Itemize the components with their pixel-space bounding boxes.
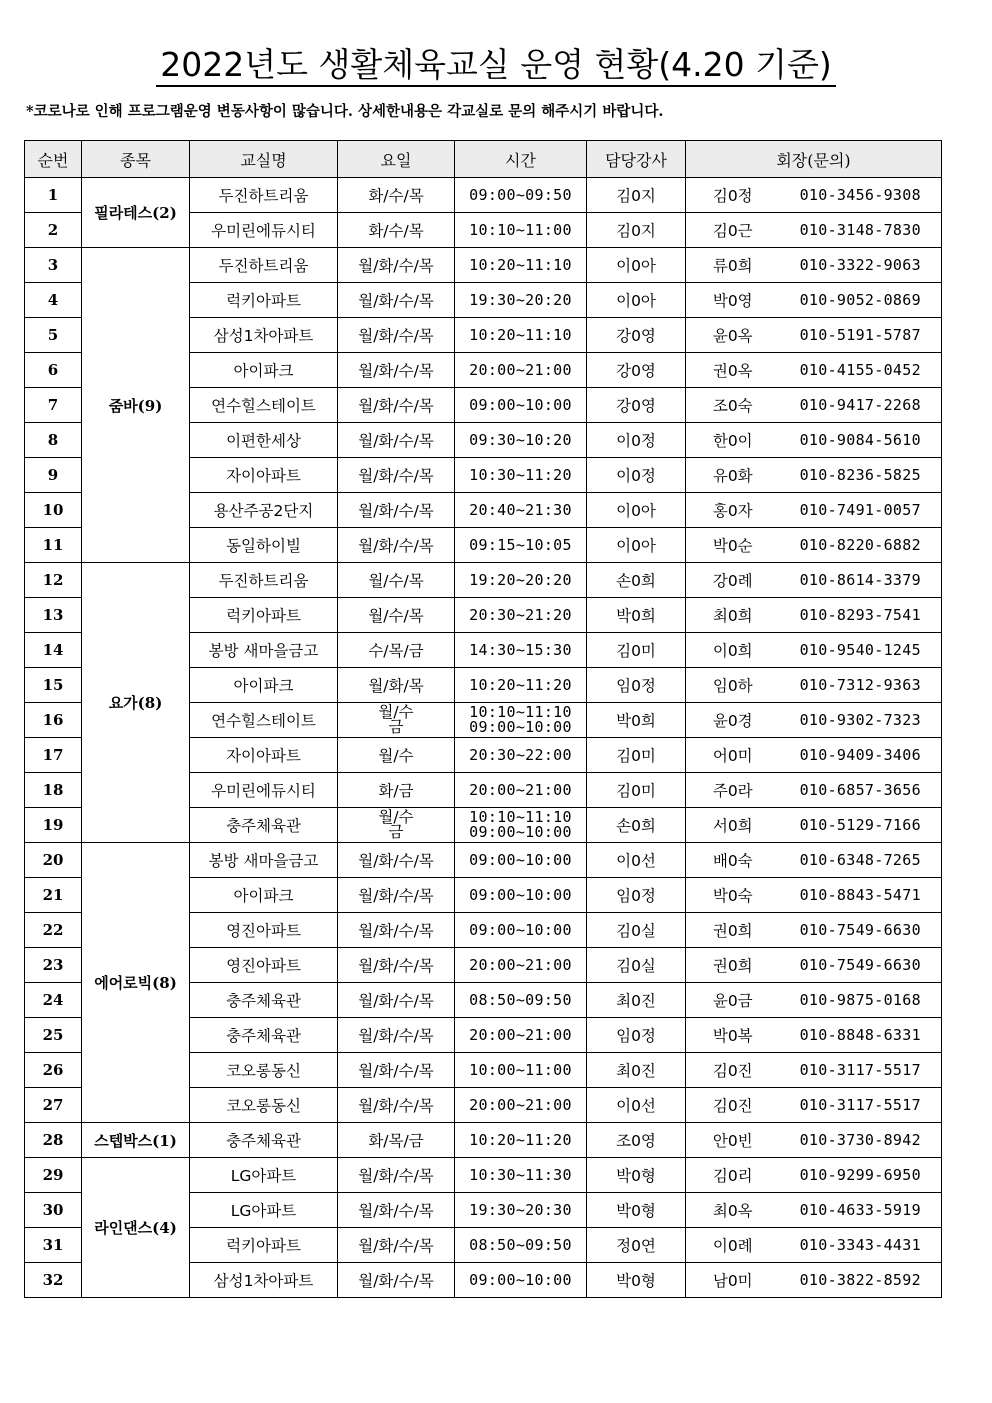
chair-name-cell: 이0희: [686, 633, 780, 668]
chair-name-cell: 박0영: [686, 283, 780, 318]
time-cell: 10:00~11:00: [455, 1053, 587, 1088]
time-cell: 20:00~21:00: [455, 1018, 587, 1053]
time-cell-line-1: 10:10~11:10: [469, 703, 572, 721]
days-cell: 월/화/수/목: [338, 1193, 455, 1228]
phone-cell: 010-3322-9063: [780, 248, 942, 283]
row-number: 25: [25, 1018, 82, 1053]
days-cell: 월/화/수/목: [338, 878, 455, 913]
instructor-cell: 김0실: [587, 948, 686, 983]
chair-name-cell: 어0미: [686, 738, 780, 773]
time-cell: 20:00~21:00: [455, 773, 587, 808]
instructor-cell: 강0영: [587, 388, 686, 423]
chair-name-cell: 류0희: [686, 248, 780, 283]
phone-cell: 010-5129-7166: [780, 808, 942, 843]
place-cell: 이편한세상: [190, 423, 338, 458]
row-number: 21: [25, 878, 82, 913]
time-cell: 20:00~21:00: [455, 1088, 587, 1123]
phone-cell: 010-9299-6950: [780, 1158, 942, 1193]
table-row: [25, 1123, 942, 1158]
instructor-cell: 김0미: [587, 738, 686, 773]
time-cell: 20:30~21:20: [455, 598, 587, 633]
time-cell: [455, 703, 587, 738]
chair-name-cell: 유0화: [686, 458, 780, 493]
instructor-cell: 김0미: [587, 633, 686, 668]
phone-cell: 010-7312-9363: [780, 668, 942, 703]
time-cell: 19:20~20:20: [455, 563, 587, 598]
header-chair: 회장(문의): [686, 141, 942, 178]
phone-cell: 010-6857-3656: [780, 773, 942, 808]
time-cell: 20:30~22:00: [455, 738, 587, 773]
chair-name-cell: 권0희: [686, 913, 780, 948]
phone-cell: 010-7491-0057: [780, 493, 942, 528]
place-cell: 코오롱동신: [190, 1053, 338, 1088]
row-number: 22: [25, 913, 82, 948]
days-cell: 화/목/금: [338, 1123, 455, 1158]
row-number: 6: [25, 353, 82, 388]
row-number: 32: [25, 1263, 82, 1298]
chair-name-cell: 권0희: [686, 948, 780, 983]
time-cell: 20:00~21:00: [455, 948, 587, 983]
chair-name-cell: 남0미: [686, 1263, 780, 1298]
place-cell: 충주체육관: [190, 1123, 338, 1158]
place-cell: 영진아파트: [190, 948, 338, 983]
row-number: 4: [25, 283, 82, 318]
place-cell: 충주체육관: [190, 983, 338, 1018]
phone-cell: 010-3117-5517: [780, 1088, 942, 1123]
days-cell: 월/화/수/목: [338, 843, 455, 878]
place-cell: 봉방 새마을금고: [190, 843, 338, 878]
instructor-cell: 임0정: [587, 668, 686, 703]
chair-name-cell: 안0빈: [686, 1123, 780, 1158]
chair-name-cell: 최0옥: [686, 1193, 780, 1228]
days-cell: [338, 703, 455, 738]
days-cell-line-1: 월/수: [378, 808, 414, 826]
instructor-cell: 이0아: [587, 248, 686, 283]
header-place: 교실명: [190, 141, 338, 178]
place-cell: 아이파크: [190, 878, 338, 913]
phone-cell: 010-4633-5919: [780, 1193, 942, 1228]
time-cell: [455, 808, 587, 843]
days-cell: 월/화/수/목: [338, 388, 455, 423]
phone-cell: 010-8843-5471: [780, 878, 942, 913]
chair-name-cell: 박0복: [686, 1018, 780, 1053]
days-cell: 월/화/수/목: [338, 248, 455, 283]
phone-cell: 010-9409-3406: [780, 738, 942, 773]
row-number: 15: [25, 668, 82, 703]
table-row: [25, 1158, 942, 1193]
instructor-cell: 이0선: [587, 843, 686, 878]
time-cell: 10:30~11:30: [455, 1158, 587, 1193]
chair-name-cell: 한0이: [686, 423, 780, 458]
place-cell: 두진하트리움: [190, 248, 338, 283]
time-cell: 20:00~21:00: [455, 353, 587, 388]
time-cell: 10:10~11:00: [455, 213, 587, 248]
chair-name-cell: 강0례: [686, 563, 780, 598]
document-title-text: 2022년도 생활체육교실 운영 현황(4.20 기준): [156, 45, 835, 87]
instructor-cell: 박0형: [587, 1158, 686, 1193]
time-cell: 08:50~09:50: [455, 983, 587, 1018]
instructor-cell: 조0영: [587, 1123, 686, 1158]
days-cell: 월/화/수/목: [338, 423, 455, 458]
table-header-row: [25, 141, 942, 178]
phone-cell: 010-3730-8942: [780, 1123, 942, 1158]
row-number: 17: [25, 738, 82, 773]
row-number: 24: [25, 983, 82, 1018]
days-cell: 화/수/목: [338, 213, 455, 248]
instructor-cell: 손0희: [587, 563, 686, 598]
schedule-table: [24, 140, 942, 1298]
phone-cell: 010-5191-5787: [780, 318, 942, 353]
days-cell: 월/화/수/목: [338, 353, 455, 388]
time-cell: 10:20~11:10: [455, 318, 587, 353]
days-cell: 월/화/수/목: [338, 1053, 455, 1088]
row-number: 31: [25, 1228, 82, 1263]
place-cell: 아이파크: [190, 668, 338, 703]
instructor-cell: 이0선: [587, 1088, 686, 1123]
row-number: 19: [25, 808, 82, 843]
phone-cell: 010-9540-1245: [780, 633, 942, 668]
time-cell: 19:30~20:20: [455, 283, 587, 318]
instructor-cell: 김0미: [587, 773, 686, 808]
days-cell: [338, 808, 455, 843]
row-number: 10: [25, 493, 82, 528]
category-cell: 요가(8): [82, 563, 190, 843]
chair-name-cell: 윤0옥: [686, 318, 780, 353]
place-cell: 자이아파트: [190, 458, 338, 493]
row-number: 14: [25, 633, 82, 668]
phone-cell: 010-7549-6630: [780, 948, 942, 983]
place-cell: 충주체육관: [190, 808, 338, 843]
time-cell: 08:50~09:50: [455, 1228, 587, 1263]
phone-cell: 010-4155-0452: [780, 353, 942, 388]
days-cell-line-2: 금: [388, 823, 404, 841]
chair-name-cell: 박0순: [686, 528, 780, 563]
time-cell: 10:20~11:10: [455, 248, 587, 283]
row-number: 20: [25, 843, 82, 878]
phone-cell: 010-9052-0869: [780, 283, 942, 318]
instructor-cell: 김0지: [587, 178, 686, 213]
time-cell-line-2: 09:00~10:00: [469, 718, 572, 736]
chair-name-cell: 임0하: [686, 668, 780, 703]
place-cell: 두진하트리움: [190, 563, 338, 598]
notice-text: *코로나로 인해 프로그램운영 변동사항이 많습니다. 상세한내용은 각교실로 문의 해주시기 바랍니다.: [26, 103, 664, 120]
row-number: 30: [25, 1193, 82, 1228]
days-cell: 화/수/목: [338, 178, 455, 213]
header-category: 종목: [82, 141, 190, 178]
days-cell: 월/화/목: [338, 668, 455, 703]
place-cell: 럭키아파트: [190, 283, 338, 318]
category-cell: 줌바(9): [82, 248, 190, 563]
document-title: [0, 42, 992, 88]
instructor-cell: 이0아: [587, 283, 686, 318]
phone-cell: 010-8236-5825: [780, 458, 942, 493]
place-cell: 럭키아파트: [190, 1228, 338, 1263]
instructor-cell: 김0실: [587, 913, 686, 948]
chair-name-cell: 최0희: [686, 598, 780, 633]
phone-cell: 010-7549-6630: [780, 913, 942, 948]
days-cell: 월/화/수/목: [338, 1158, 455, 1193]
place-cell: 코오롱동신: [190, 1088, 338, 1123]
category-cell: 스텝박스(1): [82, 1123, 190, 1158]
place-cell: 연수힐스테이트: [190, 703, 338, 738]
phone-cell: 010-6348-7265: [780, 843, 942, 878]
instructor-cell: 박0희: [587, 598, 686, 633]
chair-name-cell: 김0진: [686, 1088, 780, 1123]
time-cell: 09:00~10:00: [455, 878, 587, 913]
days-cell: 월/화/수/목: [338, 983, 455, 1018]
phone-cell: 010-3822-8592: [780, 1263, 942, 1298]
place-cell: 우미린에듀시티: [190, 773, 338, 808]
chair-name-cell: 배0숙: [686, 843, 780, 878]
row-number: 11: [25, 528, 82, 563]
days-cell: 수/목/금: [338, 633, 455, 668]
time-cell: 09:00~10:00: [455, 388, 587, 423]
row-number: 18: [25, 773, 82, 808]
table-row: [25, 843, 942, 878]
chair-name-cell: 이0례: [686, 1228, 780, 1263]
table-body: [25, 178, 942, 1298]
place-cell: 우미린에듀시티: [190, 213, 338, 248]
phone-cell: 010-9875-0168: [780, 983, 942, 1018]
phone-cell: 010-3117-5517: [780, 1053, 942, 1088]
category-cell: 라인댄스(4): [82, 1158, 190, 1298]
table-row: [25, 248, 942, 283]
place-cell: 럭키아파트: [190, 598, 338, 633]
header-days: 요일: [338, 141, 455, 178]
phone-cell: 010-8293-7541: [780, 598, 942, 633]
row-number: 1: [25, 178, 82, 213]
days-cell: 월/화/수/목: [338, 1088, 455, 1123]
chair-name-cell: 김0근: [686, 213, 780, 248]
chair-name-cell: 홍0자: [686, 493, 780, 528]
category-cell: 에어로빅(8): [82, 843, 190, 1123]
days-cell: 월/수/목: [338, 598, 455, 633]
table-row: [25, 178, 942, 213]
phone-cell: 010-3148-7830: [780, 213, 942, 248]
place-cell: 두진하트리움: [190, 178, 338, 213]
row-number: 9: [25, 458, 82, 493]
days-cell-line-1: 월/수: [378, 703, 414, 721]
time-cell: 09:15~10:05: [455, 528, 587, 563]
days-cell: 월/화/수/목: [338, 528, 455, 563]
row-number: 16: [25, 703, 82, 738]
time-cell: 09:00~09:50: [455, 178, 587, 213]
row-number: 23: [25, 948, 82, 983]
time-cell: 09:00~10:00: [455, 913, 587, 948]
chair-name-cell: 서0희: [686, 808, 780, 843]
instructor-cell: 이0정: [587, 423, 686, 458]
days-cell-line-2: 금: [388, 718, 404, 736]
phone-cell: 010-3456-9308: [780, 178, 942, 213]
chair-name-cell: 주0라: [686, 773, 780, 808]
days-cell: 월/화/수/목: [338, 493, 455, 528]
phone-cell: 010-8614-3379: [780, 563, 942, 598]
row-number: 12: [25, 563, 82, 598]
days-cell: 월/화/수/목: [338, 1018, 455, 1053]
phone-cell: 010-3343-4431: [780, 1228, 942, 1263]
days-cell: 월/화/수/목: [338, 1263, 455, 1298]
chair-name-cell: 김0진: [686, 1053, 780, 1088]
days-cell: 화/금: [338, 773, 455, 808]
row-number: 29: [25, 1158, 82, 1193]
row-number: 5: [25, 318, 82, 353]
chair-name-cell: 김0리: [686, 1158, 780, 1193]
instructor-cell: 임0정: [587, 1018, 686, 1053]
row-number: 27: [25, 1088, 82, 1123]
place-cell: 삼성1차아파트: [190, 318, 338, 353]
days-cell: 월/화/수/목: [338, 458, 455, 493]
time-cell: 20:40~21:30: [455, 493, 587, 528]
instructor-cell: 이0아: [587, 528, 686, 563]
time-cell-line-1: 10:10~11:10: [469, 808, 572, 826]
instructor-cell: 이0정: [587, 458, 686, 493]
time-cell: 09:00~10:00: [455, 1263, 587, 1298]
instructor-cell: 박0희: [587, 703, 686, 738]
days-cell: 월/화/수/목: [338, 1228, 455, 1263]
row-number: 2: [25, 213, 82, 248]
instructor-cell: 강0영: [587, 353, 686, 388]
header-no: 순번: [25, 141, 82, 178]
time-cell: 10:30~11:20: [455, 458, 587, 493]
place-cell: 충주체육관: [190, 1018, 338, 1053]
days-cell: 월/화/수/목: [338, 913, 455, 948]
time-cell: 10:20~11:20: [455, 1123, 587, 1158]
phone-cell: 010-9417-2268: [780, 388, 942, 423]
place-cell: 아이파크: [190, 353, 338, 388]
chair-name-cell: 박0숙: [686, 878, 780, 913]
days-cell: 월/화/수/목: [338, 318, 455, 353]
place-cell: 봉방 새마을금고: [190, 633, 338, 668]
table-row: [25, 563, 942, 598]
instructor-cell: 최0진: [587, 1053, 686, 1088]
place-cell: LG아파트: [190, 1158, 338, 1193]
row-number: 3: [25, 248, 82, 283]
instructor-cell: 최0진: [587, 983, 686, 1018]
chair-name-cell: 김0정: [686, 178, 780, 213]
header-time: 시간: [455, 141, 587, 178]
instructor-cell: 임0정: [587, 878, 686, 913]
place-cell: 동일하이빌: [190, 528, 338, 563]
instructor-cell: 손0희: [587, 808, 686, 843]
days-cell: 월/화/수/목: [338, 283, 455, 318]
instructor-cell: 이0아: [587, 493, 686, 528]
row-number: 13: [25, 598, 82, 633]
phone-cell: 010-9084-5610: [780, 423, 942, 458]
days-cell: 월/화/수/목: [338, 948, 455, 983]
phone-cell: 010-9302-7323: [780, 703, 942, 738]
time-cell: 19:30~20:30: [455, 1193, 587, 1228]
place-cell: 용산주공2단지: [190, 493, 338, 528]
chair-name-cell: 윤0금: [686, 983, 780, 1018]
time-cell: 10:20~11:20: [455, 668, 587, 703]
instructor-cell: 박0형: [587, 1193, 686, 1228]
category-cell: 필라테스(2): [82, 178, 190, 248]
place-cell: 삼성1차아파트: [190, 1263, 338, 1298]
row-number: 8: [25, 423, 82, 458]
place-cell: 자이아파트: [190, 738, 338, 773]
phone-cell: 010-8848-6331: [780, 1018, 942, 1053]
chair-name-cell: 윤0경: [686, 703, 780, 738]
row-number: 26: [25, 1053, 82, 1088]
instructor-cell: 정0연: [587, 1228, 686, 1263]
row-number: 7: [25, 388, 82, 423]
time-cell: 09:00~10:00: [455, 843, 587, 878]
instructor-cell: 박0형: [587, 1263, 686, 1298]
instructor-cell: 강0영: [587, 318, 686, 353]
days-cell: 월/수/목: [338, 563, 455, 598]
phone-cell: 010-8220-6882: [780, 528, 942, 563]
header-instructor: 담당강사: [587, 141, 686, 178]
chair-name-cell: 권0옥: [686, 353, 780, 388]
days-cell: 월/수: [338, 738, 455, 773]
chair-name-cell: 조0숙: [686, 388, 780, 423]
time-cell: 14:30~15:30: [455, 633, 587, 668]
time-cell: 09:30~10:20: [455, 423, 587, 458]
row-number: 28: [25, 1123, 82, 1158]
instructor-cell: 김0지: [587, 213, 686, 248]
time-cell-line-2: 09:00~10:00: [469, 823, 572, 841]
place-cell: 연수힐스테이트: [190, 388, 338, 423]
place-cell: 영진아파트: [190, 913, 338, 948]
place-cell: LG아파트: [190, 1193, 338, 1228]
